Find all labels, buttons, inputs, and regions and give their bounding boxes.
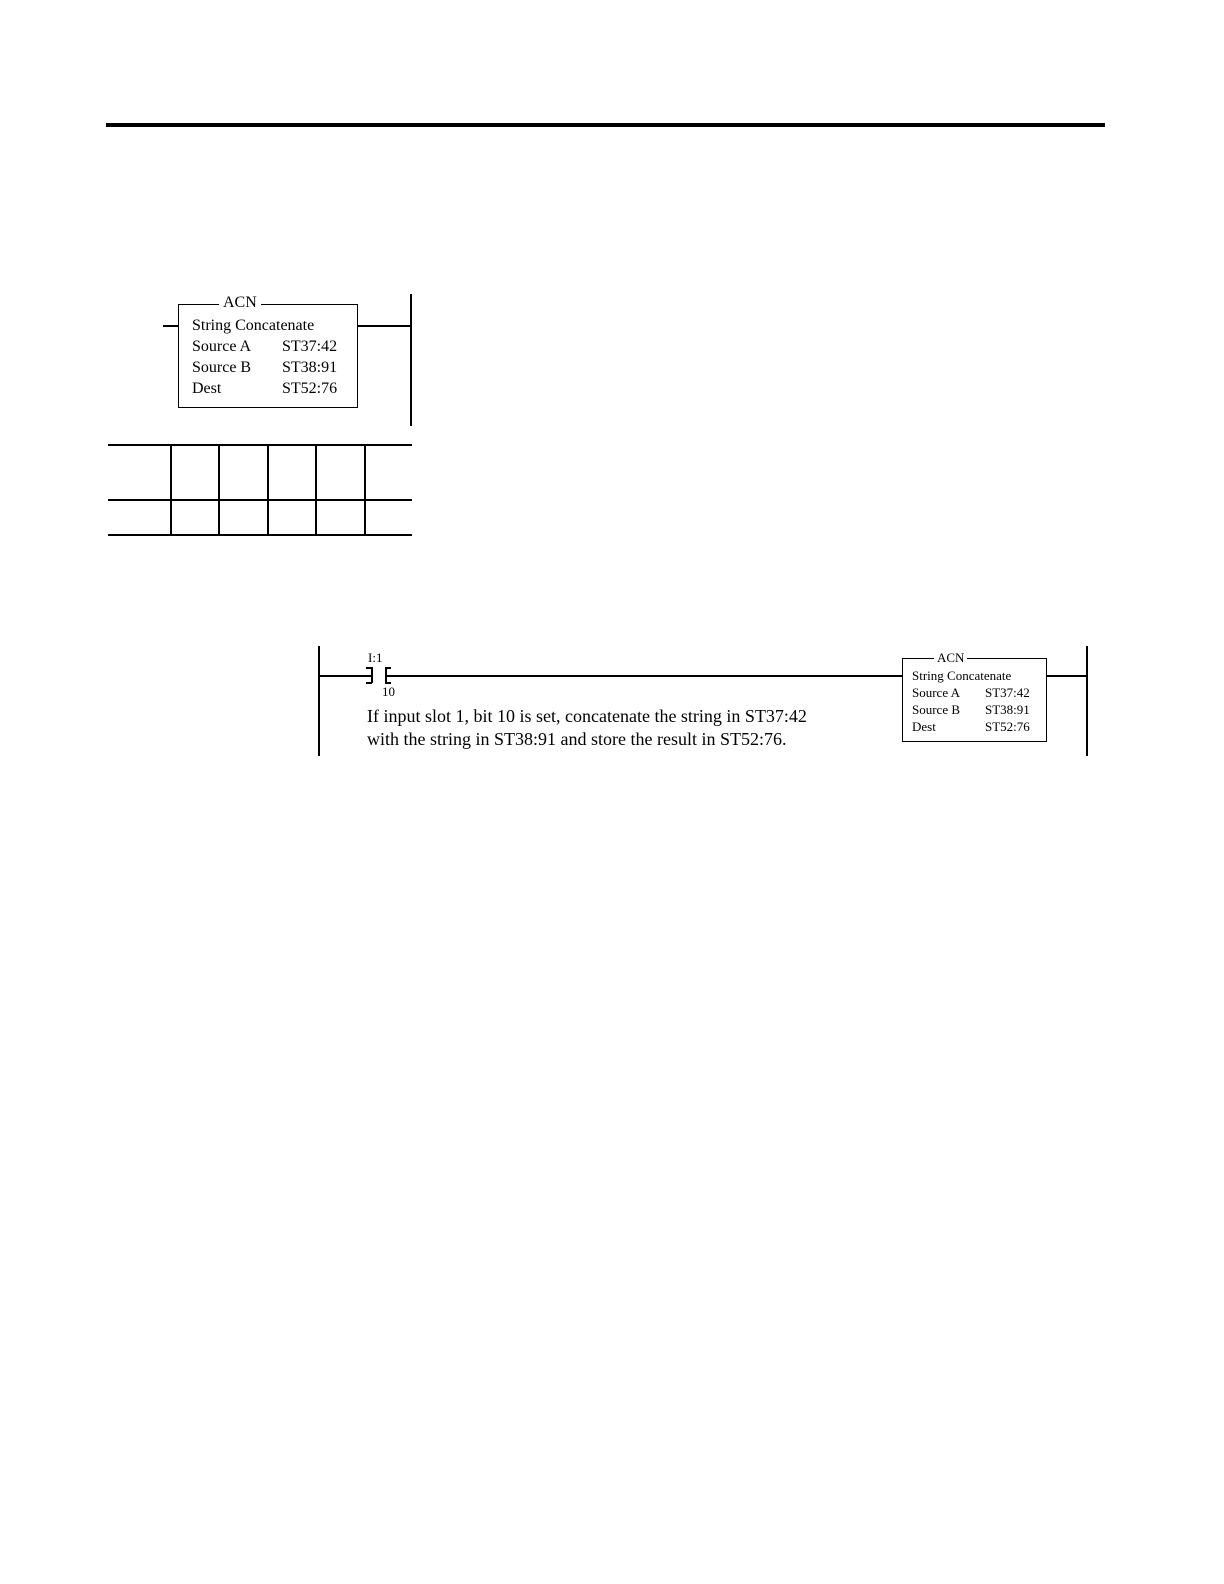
- table-divider: [267, 445, 269, 535]
- contact-tick: [366, 682, 372, 684]
- table-divider: [218, 445, 220, 535]
- comment-line: with the string in ST38:91 and store the result in ST52:76.: [367, 729, 787, 749]
- rung-wire: [386, 675, 902, 677]
- operand-label: Source A: [912, 685, 961, 700]
- instruction-name: String Concatenate: [192, 317, 315, 334]
- comment-line: If input slot 1, bit 10 is set, concatenate the string in ST37:42: [367, 706, 807, 726]
- operand-label: Source B: [912, 702, 961, 717]
- table-rule: [108, 499, 412, 501]
- table-divider: [364, 445, 366, 535]
- contact-bit: 10: [382, 684, 395, 699]
- table-rule: [108, 534, 412, 536]
- operand-label: Dest: [912, 719, 936, 734]
- rung-comment: [367, 705, 807, 751]
- operand-value: ST37:42: [282, 338, 338, 355]
- rung-instruction-mnemonic: ACN: [934, 651, 967, 665]
- left-wire: [163, 325, 178, 327]
- table-divider: [315, 445, 317, 535]
- operand-value: ST37:42: [985, 685, 1030, 700]
- operand-value: ST38:91: [282, 359, 338, 376]
- operand-label: Dest: [192, 380, 222, 397]
- right-power-rail: [410, 294, 412, 426]
- instruction-mnemonic: ACN: [219, 294, 261, 312]
- header-rule: [106, 123, 1105, 127]
- rung-instruction-name: String Concatenate: [912, 668, 1012, 683]
- operand-value: ST52:76: [282, 380, 338, 397]
- operand-label: Source B: [192, 359, 252, 376]
- rung-wire: [318, 675, 372, 677]
- left-power-rail: [318, 646, 320, 756]
- operand-label: Source A: [192, 338, 252, 355]
- contact-tick: [366, 667, 372, 669]
- contact-right-bar: [385, 667, 387, 683]
- table-divider: [170, 445, 172, 535]
- operand-value: ST38:91: [985, 702, 1030, 717]
- rung-wire: [1046, 675, 1087, 677]
- right-wire: [358, 325, 412, 327]
- operand-value: ST52:76: [985, 719, 1030, 734]
- contact-left-bar: [371, 667, 373, 683]
- table-rule: [108, 444, 412, 446]
- contact-tick: [385, 667, 391, 669]
- right-power-rail: [1086, 646, 1088, 756]
- contact-address: I:1: [368, 650, 383, 665]
